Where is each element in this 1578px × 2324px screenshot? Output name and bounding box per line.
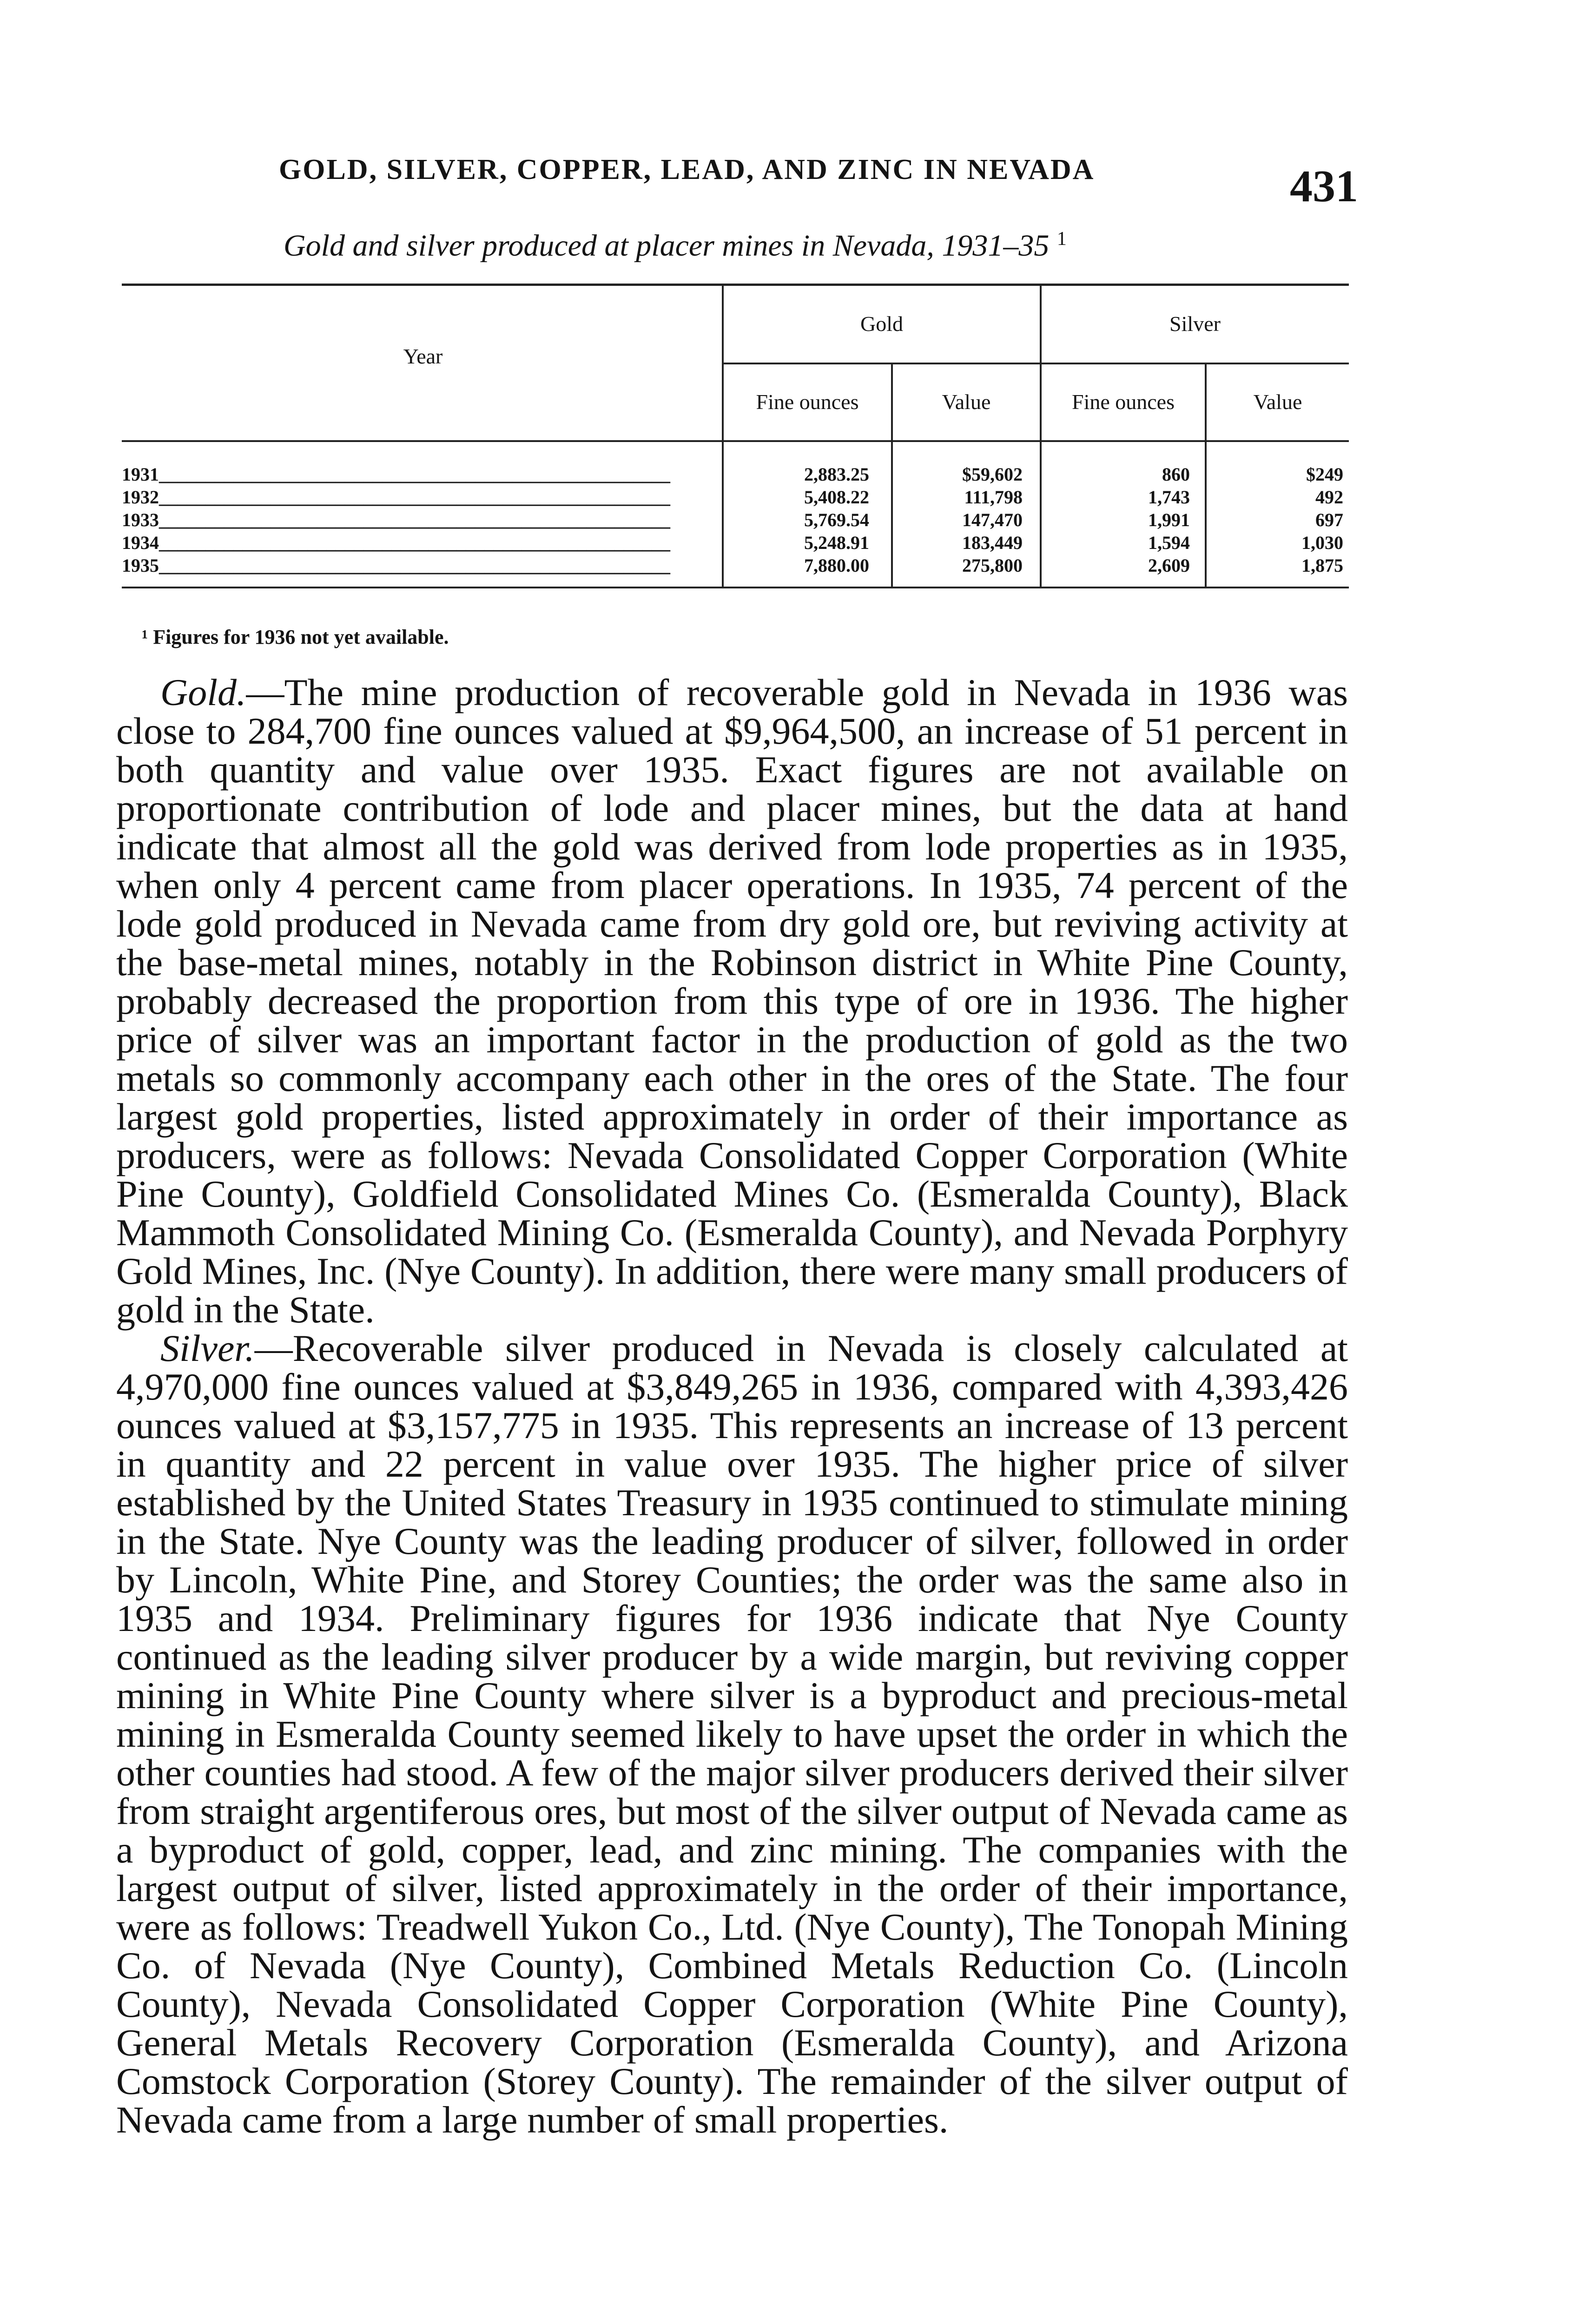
- paragraph-gold: [116, 673, 1348, 1329]
- gold-fine-ounces-column: [725, 463, 869, 577]
- column-group-silver: Silver: [1169, 312, 1221, 336]
- silver-value-cell: $249: [1306, 464, 1343, 485]
- column-group-gold: Gold: [860, 312, 903, 336]
- table-row-label: 1934_______________________________________________________: [122, 532, 670, 553]
- body-text: [116, 673, 1348, 2139]
- column-header-gold-value: Value: [942, 390, 991, 414]
- year-cell: 1934: [122, 532, 159, 553]
- gold-oz-cell: 5,248.91: [804, 532, 869, 553]
- silver-value-column: [1208, 463, 1343, 577]
- column-header-silver-value: Value: [1253, 390, 1302, 414]
- gold-value-cell: 275,800: [962, 555, 1023, 576]
- footnote-reference: 1: [1056, 228, 1067, 250]
- silver-value-cell: 1,875: [1301, 555, 1343, 576]
- table-top-rule: [122, 284, 1349, 286]
- column-header-year: Year: [403, 344, 443, 368]
- silver-oz-cell: 1,743: [1148, 487, 1190, 508]
- silver-oz-cell: 2,609: [1148, 555, 1190, 576]
- column-header-gold-fine-ounces: Fine ounces: [756, 390, 859, 414]
- gold-value-column: [895, 463, 1023, 577]
- year-cell: 1935: [122, 555, 159, 576]
- silver-fine-ounces-column: [1043, 463, 1190, 577]
- year-column: [122, 463, 721, 577]
- table-title: [284, 228, 1067, 264]
- header-bottom-rule: [122, 440, 1349, 442]
- silver-value-cell: 697: [1315, 509, 1343, 530]
- gold-oz-cell: 7,880.00: [804, 555, 869, 576]
- year-cell: 1931: [122, 464, 159, 485]
- gold-value-cell: 147,470: [962, 509, 1023, 530]
- table-title-text: Gold and silver produced at placer mines in Nevada, 1931–35: [284, 229, 1050, 263]
- table-bottom-rule: [122, 587, 1349, 588]
- silver-oz-cell: 1,594: [1148, 532, 1190, 553]
- year-cell: 1933: [122, 509, 159, 530]
- paragraph-text: —The mine production of recoverable gold in Nevada in 1936 was close to 284,700 fine ounces valued at $9,964,500, an increase of 51 percent in both quantity and value over 1935. Exact figures are not available on proportionate contribution of lode and placer mines, but the data at hand indicate that almost all the gold was derived from lode properties as in 1935, when only 4 percent came from placer operations. In 1935, 74 percent of the lode gold produced in Nevada came from dry gold ore, but reviving activity at the base-metal mines, notably in the Robinson district in White Pine County, probably decreased the proportion from this type of ore in 1936. The higher price of silver was an important factor in the production of gold as the two metals so commonly accompany each other in the ores of the State. The four largest gold properties, listed approximately in order of their importance as producers, were as follows: Nevada Consolidated Copper Corporation (White Pine County), Goldfield Consolidated Mines Co. (Esmeralda County), Black Mammoth Consolidated Mining Co. (Esmeralda County), and Nevada Porphyry Gold Mines, Inc. (Nye County). In addition, there were many small producers of gold in the State.: [116, 671, 1348, 1331]
- column-header-silver-fine-ounces: Fine ounces: [1071, 390, 1175, 414]
- silver-oz-cell: 860: [1162, 464, 1190, 485]
- gold-oz-cell: 5,769.54: [804, 509, 869, 530]
- table-footnote: ¹ Figures for 1936 not yet available.: [142, 626, 449, 648]
- table-row-label: 1931_______________________________________________________: [122, 464, 670, 485]
- gold-value-cell: 111,798: [964, 487, 1023, 508]
- running-title: GOLD, SILVER, COPPER, LEAD, AND ZINC IN NEVADA: [279, 154, 1095, 185]
- gold-oz-cell: 5,408.22: [804, 487, 869, 508]
- table-row-label: 1935_______________________________________________________: [122, 555, 670, 576]
- paragraph-silver: [116, 1329, 1348, 2139]
- year-cell: 1932: [122, 487, 159, 508]
- gold-value-cell: 183,449: [962, 532, 1023, 553]
- group-header-rule: [723, 363, 1349, 364]
- paragraph-lead: Gold.: [160, 671, 246, 713]
- gold-oz-cell: 2,883.25: [804, 464, 869, 485]
- table-row-label: 1933_______________________________________________________: [122, 509, 670, 530]
- gold-value-cell: $59,602: [962, 464, 1023, 485]
- paragraph-text: —Recoverable silver produced in Nevada is closely calculated at 4,970,000 fine ounces valued at $3,849,265 in 1936, compared with 4,393,426 ounces valued at $3,157,775 in 1935. This represents an increase of 13 percent in quantity and 22 percent in value over 1935. The higher price of silver established by the United States Treasury in 1935 continued to stimulate mining in the State. Nye County was the leading producer of silver, followed in order by Lincoln, White Pine, and Storey Counties; the order was the same also in 1935 and 1934. Preliminary figures for 1936 indicate that Nye County continued as the leading silver producer by a wide margin, but reviving copper mining in White Pine County where silver is a byproduct and precious-metal mining in Esmeralda County seemed likely to have upset the order in which the other counties had stood. A few of the major silver producers derived their silver from straight argentiferous ores, but most of the silver output of Nevada came as a byproduct of gold, copper, lead, and zinc mining. The companies with the largest output of silver, listed approximately in the order of their importance, were as follows: Treadwell Yukon Co., Ltd. (Nye County), The Tonopah Mining Co. of Nevada (Nye County), Combined Metals Reduction Co. (Lincoln County), Nevada Consolidated Copper Corporation (White Pine County), General Metals Recovery Corporation (Esmeralda County), and Arizona Comstock Corporation (Storey County). The remainder of the silver output of Nevada came from a large number of small properties.: [116, 1327, 1348, 2141]
- silver-value-cell: 492: [1315, 487, 1343, 508]
- page-number: 431: [1290, 161, 1358, 211]
- silver-value-cell: 1,030: [1301, 532, 1343, 553]
- paragraph-lead: Silver.: [160, 1327, 255, 1369]
- table-row-label: 1932_______________________________________________________: [122, 487, 670, 508]
- silver-oz-cell: 1,991: [1148, 509, 1190, 530]
